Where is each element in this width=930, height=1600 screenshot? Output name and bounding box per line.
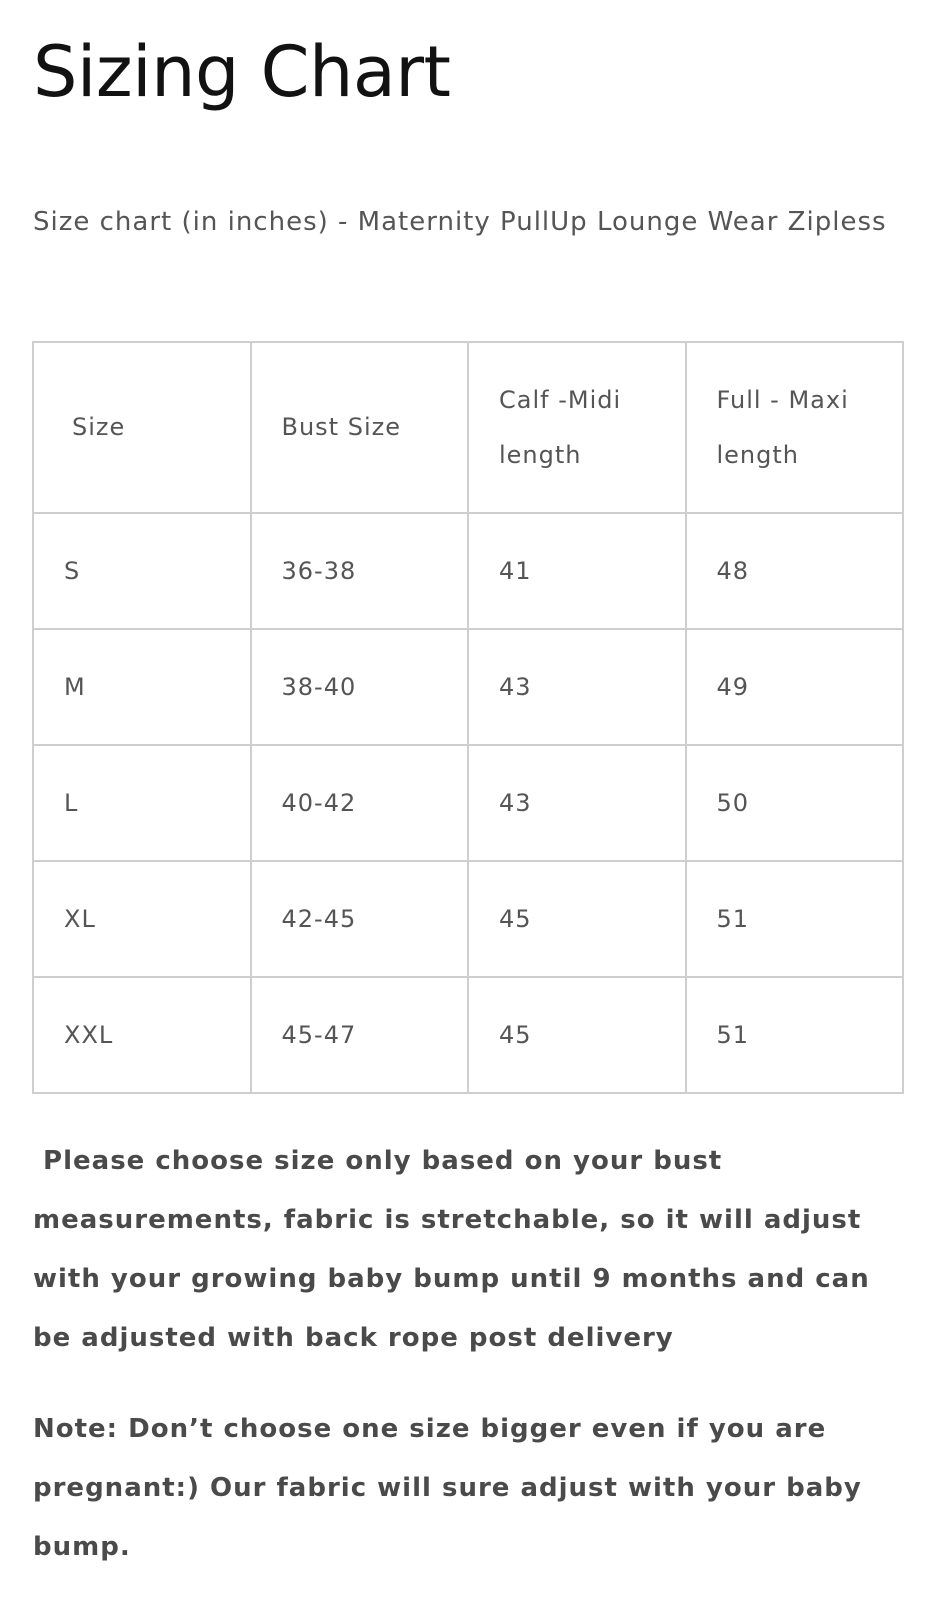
table-row [33, 977, 903, 1093]
cell-full-maxi-length: 48 [686, 513, 904, 629]
header-full-maxi-length: Full - Maxi length [686, 342, 904, 513]
table-row [33, 745, 903, 861]
cell-size: L [33, 745, 251, 861]
cell-size: XL [33, 861, 251, 977]
cell-size: M [33, 629, 251, 745]
cell-calf-midi-length: 43 [468, 629, 686, 745]
cell-bust-size: 45-47 [251, 977, 469, 1093]
cell-calf-midi-length: 43 [468, 745, 686, 861]
cell-full-maxi-length: 49 [686, 629, 904, 745]
cell-calf-midi-length: 45 [468, 977, 686, 1093]
size-chart-table [32, 341, 904, 1094]
table-row [33, 513, 903, 629]
cell-bust-size: 42-45 [251, 861, 469, 977]
cell-full-maxi-length: 50 [686, 745, 904, 861]
cell-size: XXL [33, 977, 251, 1093]
header-calf-midi-length: Calf -Midi length [468, 342, 686, 513]
cell-full-maxi-length: 51 [686, 861, 904, 977]
header-bust-size: Bust Size [251, 342, 469, 513]
header-size: Size [33, 342, 251, 513]
table-row [33, 629, 903, 745]
page-title: Sizing Chart [33, 31, 451, 113]
cell-bust-size: 36-38 [251, 513, 469, 629]
size-warning-note: Note: Don’t choose one size bigger even if you are pregnant:) Our fabric will sure adjust with your baby bump. [33, 1414, 862, 1562]
cell-bust-size: 38-40 [251, 629, 469, 745]
table-row [33, 861, 903, 977]
cell-calf-midi-length: 41 [468, 513, 686, 629]
size-guidance-note: Please choose size only based on your bust measurements, fabric is stretchable, so it will adjust with your growing baby bump until 9 months and can be adjusted with back rope post delivery [33, 1146, 870, 1353]
cell-calf-midi-length: 45 [468, 861, 686, 977]
cell-full-maxi-length: 51 [686, 977, 904, 1093]
table-header-row [33, 342, 903, 513]
size-chart-subtitle: Size chart (in inches) - Maternity PullUp Lounge Wear Zipless [33, 207, 887, 237]
cell-size: S [33, 513, 251, 629]
cell-bust-size: 40-42 [251, 745, 469, 861]
